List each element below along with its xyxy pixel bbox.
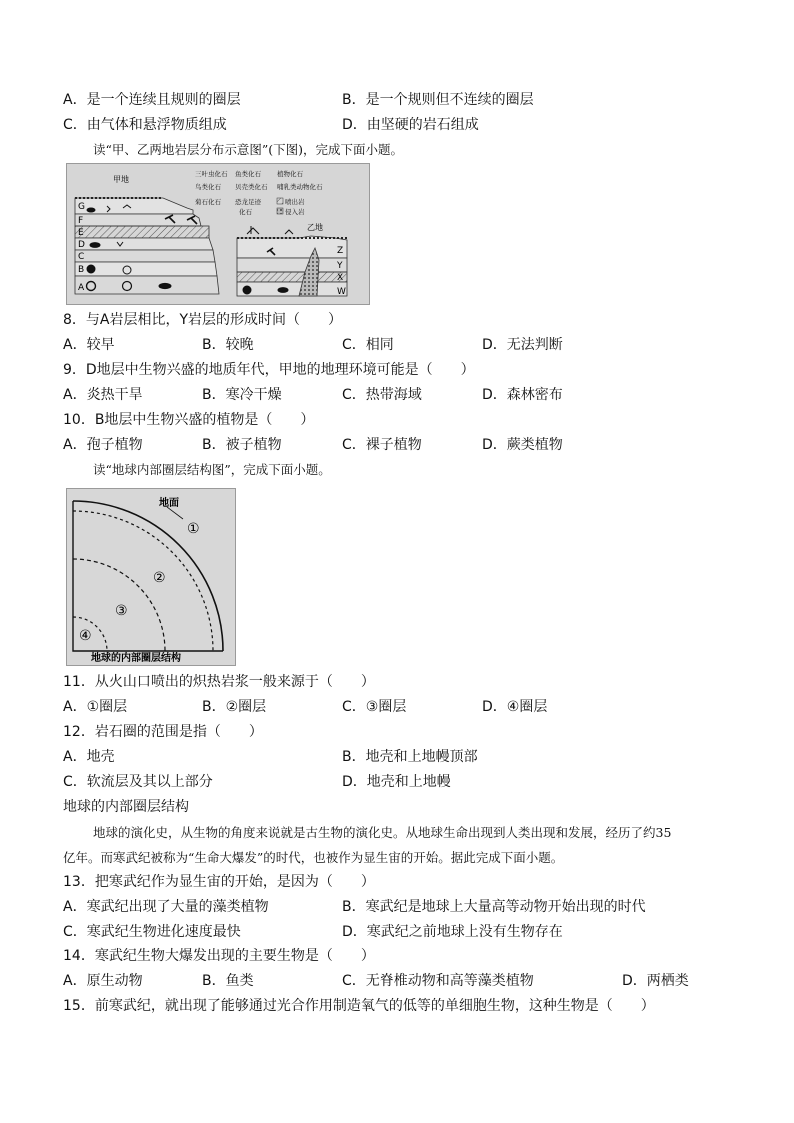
q13-option-c: C．寒武纪生物进化速度最快 — [63, 924, 241, 940]
fish-fossil-icon — [159, 283, 171, 288]
layer-f: F — [78, 216, 84, 226]
q11-option-b: B．②圈层 — [202, 699, 267, 715]
q9-option-a: A．炎热干旱 — [63, 387, 143, 403]
q10-stem: 10．B地层中生物兴盛的植物是（ ） — [63, 412, 315, 428]
layer-g: G — [78, 202, 85, 212]
layer-w: W — [337, 287, 346, 297]
q10-option-b: B．被子植物 — [202, 437, 282, 453]
layer-marker-3: ③ — [115, 603, 128, 619]
q11-stem: 11．从火山口喷出的炽热岩浆一般来源于（ ） — [63, 674, 375, 690]
layer-z: Z — [337, 246, 344, 256]
q7-option-a: A．是一个连续且规则的圈层 — [63, 92, 241, 108]
strata-figure — [66, 163, 370, 305]
q13-option-a: A．寒武纪出现了大量的藻类植物 — [63, 899, 269, 915]
q13-option-b: B．寒武纪是地球上大量高等动物开始出现的时代 — [342, 899, 646, 915]
layer-c: C — [78, 252, 85, 262]
section-heading: 地球的内部圈层结构 — [63, 799, 189, 815]
layer-marker-1: ① — [187, 521, 200, 537]
layer-marker-4: ④ — [79, 628, 92, 644]
svg-text:鸟类化石: 鸟类化石 — [195, 183, 221, 191]
q9-option-c: C．热带海域 — [342, 387, 422, 403]
q7-option-d: D．由坚硬的岩石组成 — [342, 117, 479, 133]
svg-text:恐龙足迹: 恐龙足迹 — [235, 198, 261, 206]
svg-text:侵入岩: 侵入岩 — [285, 208, 305, 216]
intro-strata: 读“甲、乙两地岩层分布示意图”(下图)，完成下面小题。 — [93, 142, 404, 157]
q12-option-d: D．地壳和上地幔 — [342, 774, 451, 790]
q12-stem: 12．岩石圈的范围是指（ ） — [63, 724, 263, 740]
surface-label: 地面 — [159, 498, 179, 509]
fish-fossil-icon — [278, 288, 288, 293]
q14-stem: 14．寒武纪生物大爆发出现的主要生物是（ ） — [63, 948, 375, 964]
q9-option-d: D．森林密布 — [482, 387, 563, 403]
shell-fossil-icon — [243, 286, 251, 294]
svg-text:植物化石: 植物化石 — [277, 170, 303, 178]
svg-text:鱼类化石: 鱼类化石 — [235, 170, 261, 178]
q15-stem: 15．前寒武纪，就出现了能够通过光合作用制造氧气的低等的单细胞生物，这种生物是（ ） — [63, 998, 655, 1014]
svg-text:哺乳类动物化石: 哺乳类动物化石 — [277, 183, 323, 191]
q12-option-c: C．软流层及其以上部分 — [63, 774, 213, 790]
intro-earth-layers: 读“地球内部圈层结构图”，完成下面小题。 — [93, 462, 331, 477]
layer-x: X — [337, 273, 344, 283]
layer-a: A — [78, 283, 85, 293]
q8-option-b: B．较晚 — [202, 337, 254, 353]
layer-y: Y — [337, 261, 343, 271]
q10-option-c: C．裸子植物 — [342, 437, 422, 453]
fossil-icon — [87, 208, 95, 212]
svg-text:喷出岩: 喷出岩 — [285, 198, 305, 206]
q7-option-c: C．由气体和悬浮物质组成 — [63, 117, 227, 133]
q8-option-d: D．无法判断 — [482, 337, 563, 353]
q14-option-b: B．鱼类 — [202, 973, 254, 989]
fish-fossil-icon — [90, 243, 100, 248]
earth-layers-figure — [66, 488, 236, 666]
q9-option-b: B．寒冷干燥 — [202, 387, 282, 403]
q9-stem: 9．D地层中生物兴盛的地质年代，甲地的地理环境可能是（ ） — [63, 362, 475, 378]
place-label-b: 乙地 — [307, 223, 323, 232]
q11-option-c: C．③圈层 — [342, 699, 407, 715]
layer-marker-2: ② — [153, 570, 166, 586]
layer-d: D — [78, 240, 85, 250]
q12-option-b: B．地壳和上地幔顶部 — [342, 749, 478, 765]
paragraph-line-1: 地球的演化史，从生物的角度来说就是古生物的演化史。从地球生命出现到人类出现和发展，经历了约35 — [93, 825, 672, 840]
strata-right-block — [237, 236, 347, 296]
svg-text:化石: 化石 — [239, 208, 252, 216]
q10-option-d: D．蕨类植物 — [482, 437, 563, 453]
svg-text:贝壳类化石: 贝壳类化石 — [235, 183, 268, 191]
q12-option-a: A．地壳 — [63, 749, 115, 765]
q14-option-c: C．无脊椎动物和高等藻类植物 — [342, 973, 534, 989]
q10-option-a: A．孢子植物 — [63, 437, 143, 453]
q8-option-a: A．较早 — [63, 337, 115, 353]
svg-text:三叶虫化石: 三叶虫化石 — [195, 170, 228, 178]
q8-option-c: C．相同 — [342, 337, 394, 353]
q7-option-b: B．是一个规则但不连续的圈层 — [342, 92, 534, 108]
paragraph-line-2: 亿年。而寒武纪被称为“生命大爆发”的时代，也被作为显生宙的开始。据此完成下面小题。 — [63, 850, 564, 865]
layer-e: E — [78, 228, 84, 238]
q11-option-d: D．④圈层 — [482, 699, 548, 715]
place-label-a: 甲地 — [113, 175, 129, 184]
q11-option-a: A．①圈层 — [63, 699, 128, 715]
svg-text:菊石化石: 菊石化石 — [195, 198, 221, 206]
q14-option-a: A．原生动物 — [63, 973, 143, 989]
shell-fossil-icon — [87, 265, 95, 273]
q14-option-d: D．两栖类 — [622, 973, 689, 989]
q8-stem: 8．与A岩层相比，Y岩层的形成时间（ ） — [63, 312, 343, 328]
layer-b: B — [78, 265, 85, 275]
q13-stem: 13．把寒武纪作为显生宙的开始，是因为（ ） — [63, 874, 375, 890]
figure-caption: 地球的内部圈层结构 — [91, 653, 181, 664]
q13-option-d: D．寒武纪之前地球上没有生物存在 — [342, 924, 563, 940]
